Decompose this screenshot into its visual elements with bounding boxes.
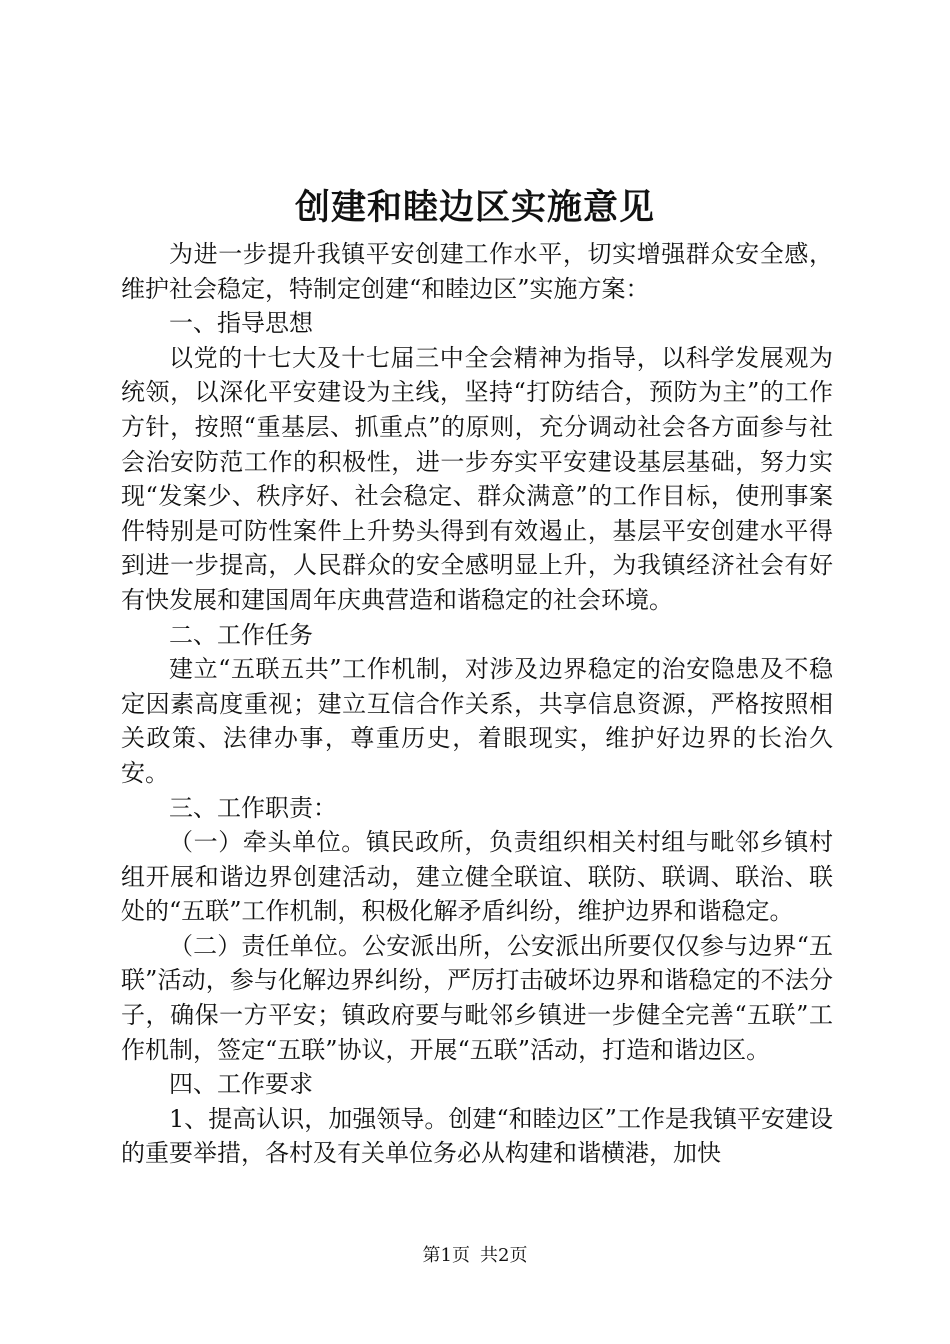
document-title: 创建和睦边区实施意见 [294,187,655,228]
paragraph-lead-unit: （一）牵头单位。镇民政所，负责组织相关村组与毗邻乡镇村组开展和谐边界创建活动，建立健全联谊、联防、联调、联治、联处的“五联”工作机制，积极化解矛盾纠纷，维护边界和谐稳定。 [121,828,833,926]
paragraph-guiding-thought: 以党的十七大及十七届三中全会精神为指导，以科学发展观为统领，以深化平安建设为主线，坚持“打防结合，预防为主”的工作方针，按照“重基层、抓重点”的原则，充分调动社会各方面参与社会治安防范工作的积极性，进一步夯实平安建设基层基础，努力实现“发案少、秩序好、社会稳定、群众满意”的工作目标，使刑事案件特别是可防性案件上升势头得到有效遏止，基层平安创建水平得到进一步提高，人民群众的安全感明显上升，为我镇经济社会有好有快发展和建国周年庆典营造和谐稳定的社会环境。 [121,343,833,614]
paragraph-requirement-1: 1、提高认识，加强领导。创建“和睦边区”工作是我镇平安建设的重要举措，各村及有关单位务必从构建和谐横港，加快 [121,1104,833,1168]
section-heading-requirements: 四、工作要求 [169,1070,313,1099]
page-number: 第1页 [422,1245,470,1266]
section-heading-guiding-thought: 一、指导思想 [169,309,313,338]
paragraph-intro: 为进一步提升我镇平安创建工作水平，切实增强群众安全感，维护社会稳定，特制定创建“和睦边区”实施方案： [121,240,833,303]
document-body [121,237,833,1171]
paragraph-responsible-unit: （二）责任单位。公安派出所，公安派出所要仅仅参与边界“五联”活动，参与化解边界纠纷，严厉打击破坏边界和谐稳定的不法分子，确保一方平安；镇政府要与毗邻乡镇进一步健全完善“五联”工作机制，签定“五联”协议，开展“五联”活动，打造和谐边区。 [121,931,833,1064]
page-footer [0,1244,950,1268]
paragraph-tasks: 建立“五联五共”工作机制，对涉及边界稳定的治安隐患及不稳定因素高度重视；建立互信合作关系，共享信息资源，严格按照相关政策、法律办事，尊重历史，着眼现实，维护好边界的长治久安。 [121,655,833,787]
section-heading-tasks: 二、工作任务 [169,620,313,649]
section-heading-duties: 三、工作职责： [169,793,337,822]
page-total: 共2页 [480,1245,528,1266]
